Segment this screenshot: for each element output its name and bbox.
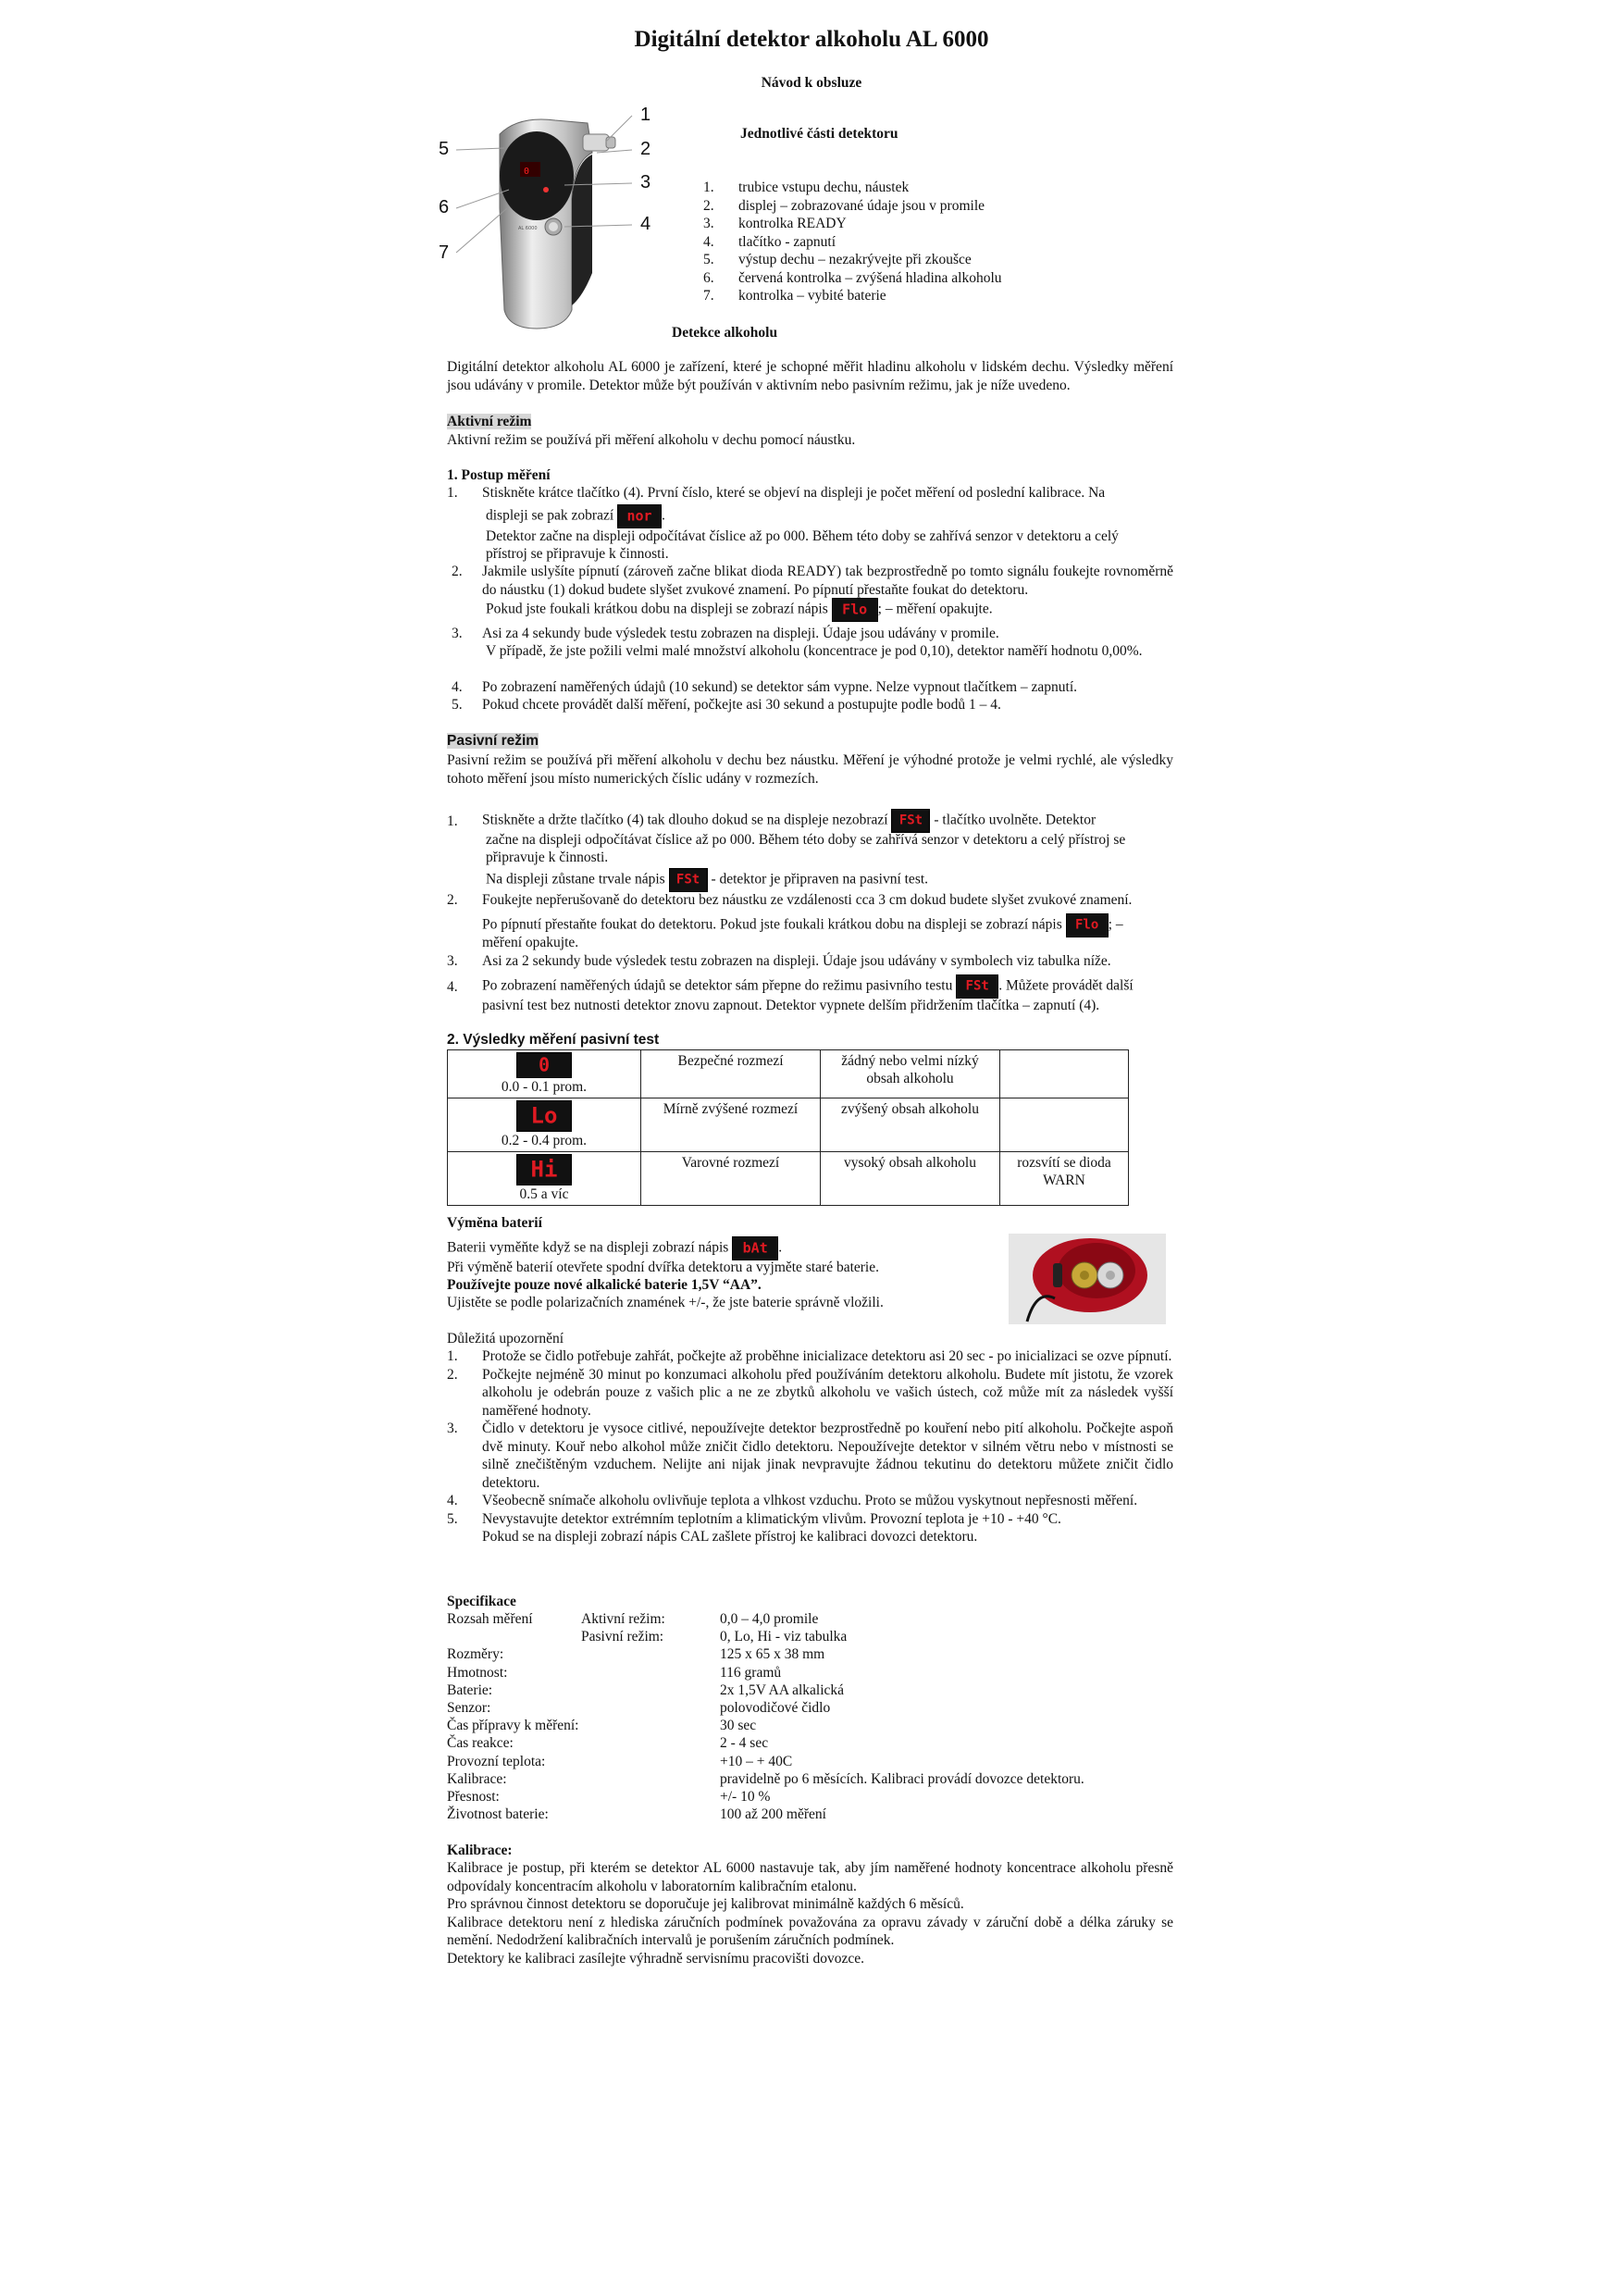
page-title: Digitální detektor alkoholu AL 6000: [634, 27, 989, 52]
callout-1: 1: [640, 105, 651, 125]
step-3-text: Asi za 4 sekundy bude výsledek testu zobrazen na displeji. Údaje jsou udávány v promile.: [482, 626, 999, 641]
display-zero-icon: 0: [516, 1052, 572, 1078]
list-item: 2. Počkejte nejméně 30 minut po konzumaci alkoholu před používáním detektoru alkoholu. Budete mít jistotu, že vzorek alkoholu je odebrán pouze z vašich plic a ne ze zbytků alkoholu ve vašich ústech, což může mít za následek vyšší naměřené hodnoty.: [447, 1366, 1173, 1419]
battery-photo: [1009, 1234, 1166, 1324]
display-lo-icon: Lo: [516, 1100, 572, 1132]
passive-step-4-text: Po zobrazení naměřených údajů se detektor sám přepne do režimu pasivního testu FSt . Můžete provádět další: [482, 974, 1134, 999]
spec-row: [447, 1664, 1173, 1682]
page-subtitle: Návod k obsluze: [761, 75, 862, 91]
step-4-text: Po zobrazení naměřených údajů (10 sekund) se detektor sám vypne. Nelze vypnout tlačítkem – zapnutí.: [482, 679, 1078, 695]
calibration-heading: Kalibrace:: [447, 1843, 513, 1858]
svg-text:0: 0: [524, 167, 530, 177]
spec-cell-a: Senzor:: [447, 1699, 491, 1716]
passive-step-1-c: začne na displeji odpočítávat číslice až po 000. Během této doby se zahřívá senzor v detektoru a celý přístroj se: [486, 832, 1126, 848]
spec-cell-c: 116 gramů: [720, 1664, 782, 1681]
step-2-text: Jakmile uslyšíte pípnutí (zároveň začne blikat dioda READY) tak bezprostředně po tomto signálu foukejte rovnoměrně do náustku (1) dokud budete slyšet zvukové znamení. Po pípnutí přestaňte foukat do detektoru.: [482, 564, 1173, 598]
calibration-paragraph: Kalibrace detektoru není z hlediska záručních podmínek považována za opravu závady v záruční době a délka záruky se nemění. Nedodržení kalibračních intervalů je porušením záručních podmínek.: [447, 1914, 1173, 1948]
spec-cell-c: polovodičové čidlo: [720, 1699, 831, 1716]
calibration-paragraph: Kalibrace je postup, při kterém se detektor AL 6000 nastavuje tak, aby jím naměřené hodnoty koncentrace alkoholu přesně odpovídaly koncentracím alkoholu v laboratorním kalibračním etalonu.: [447, 1860, 1173, 1894]
battery-line-3: Používejte pouze nové alkalické baterie 1,5V “AA”.: [447, 1277, 762, 1293]
warnings-extra: Pokud se na displeji zobrazí nápis CAL zašlete přístroj ke kalibraci dovozci detektoru.: [482, 1529, 978, 1545]
callout-3: 3: [640, 172, 651, 192]
callout-5: 5: [439, 139, 450, 159]
step-3-number: 3.: [452, 626, 463, 641]
list-item: 7. kontrolka – vybité baterie: [703, 288, 886, 304]
spec-cell-c: +10 – + 40C: [720, 1753, 793, 1769]
active-description: Aktivní režim se používá při měření alkoholu v dechu pomocí náustku.: [447, 432, 856, 448]
table-row: [448, 1098, 1129, 1152]
passive-step-3-text: Asi za 2 sekundy bude výsledek testu zobrazen na displeji. Údaje jsou udávány v symbolech viz tabulka níže.: [482, 953, 1111, 969]
display-fst-icon: FSt: [669, 868, 708, 892]
spec-cell-a: Čas reakce:: [447, 1735, 514, 1752]
spec-row: [447, 1682, 1173, 1699]
display-fst-icon: FSt: [956, 974, 998, 999]
table-cell-zone: Mírně zvýšené rozmezí: [641, 1098, 821, 1152]
spec-cell-c: 30 sec: [720, 1718, 757, 1734]
results-table: [447, 1049, 1129, 1206]
spec-cell-b: Aktivní režim:: [581, 1611, 665, 1627]
calibration-body: [447, 1859, 1173, 1967]
table-cell-zone: Varovné rozmezí: [641, 1152, 821, 1206]
passive-step-4-c: pasivní test bez nutnosti detektor znovu zapnout. Detektor vypnete delším přidržením tlačítka – zapnutí (4).: [482, 998, 1100, 1013]
passive-step-3-number: 3.: [447, 953, 458, 969]
warnings-list: [447, 1347, 1173, 1546]
spec-row: [447, 1610, 1173, 1628]
passive-step-1-text: Stiskněte a držte tlačítko (4) tak dlouho dokud se na displeje nezobrazí FSt - tlačítko uvolněte. Detektor: [482, 809, 1096, 833]
table-cell-note: rozsvítí se dioda WARN: [1000, 1152, 1129, 1206]
parts-list: [703, 179, 1002, 305]
passive-step-2-d: měření opakujte.: [482, 935, 579, 950]
table-cell-zone: Bezpečné rozmezí: [641, 1050, 821, 1098]
spec-row: [447, 1753, 1173, 1770]
step-2-display-line: Pokud jste foukali krátkou dobu na displeji se zobrazí nápis Flo ; – měření opakujte.: [486, 598, 993, 622]
list-item: 4. Všeobecně snímače alkoholu ovlivňuje teplota a vlhkost vzduchu. Proto se můžou vyskytnout nepřesnosti měření.: [447, 1493, 1138, 1508]
step-1-text: Stiskněte krátce tlačítko (4). První číslo, které se objeví na displeji je počet měření od poslední kalibrace. Na: [482, 485, 1106, 501]
spec-row: [447, 1628, 1173, 1645]
list-item: 6. červená kontrolka – zvýšená hladina alkoholu: [703, 269, 1002, 286]
passive-step-1-d: připravuje k činnosti.: [486, 850, 609, 865]
passive-step-1-number: 1.: [447, 813, 458, 829]
table-cell-note: [1000, 1050, 1129, 1098]
battery-line-1: Baterii vyměňte když se na displeji zobrazí nápis bAt .: [447, 1236, 782, 1260]
spec-cell-a: Rozsah měření: [447, 1611, 533, 1627]
spec-cell-c: 2x 1,5V AA alkalická: [720, 1682, 845, 1698]
breathalyzer-icon: [435, 97, 675, 342]
list-item: 1. Protože se čidlo potřebuje zahřát, počkejte až proběhne inicializace detektoru asi 20 sec - po inicializaci se ozve pípnutí.: [447, 1348, 1172, 1364]
list-item: 1. trubice vstupu dechu, náustek: [703, 180, 910, 195]
table-cell-display: 0 0.0 - 0.1 prom.: [448, 1050, 641, 1098]
detection-heading: Detekce alkoholu: [672, 325, 778, 341]
warnings-heading: Důležitá upozornění: [447, 1331, 564, 1347]
spec-row: [447, 1645, 1173, 1663]
step-5-text: Pokud chcete provádět další měření, počkejte asi 30 sekund a postupujte podle bodů 1 – 4.: [482, 697, 1001, 713]
list-item: 5. výstup dechu – nezakrývejte při zkoušce: [703, 252, 972, 267]
display-flo-icon: Flo: [832, 598, 878, 622]
spec-cell-b: Pasivní režim:: [581, 1629, 664, 1645]
spec-cell-c: 0,0 – 4,0 promile: [720, 1611, 819, 1627]
spec-cell-a: Přesnost:: [447, 1788, 500, 1805]
battery-line-2: Při výměně baterií otevřete spodní dvířka detektoru a vyjměte staré baterie.: [447, 1260, 879, 1275]
passive-step-4-number: 4.: [447, 979, 458, 995]
spec-row: [447, 1788, 1173, 1806]
spec-row: [447, 1717, 1173, 1734]
parts-heading: Jednotlivé části detektoru: [740, 126, 898, 142]
spec-cell-a: Životnost baterie:: [447, 1806, 549, 1823]
spec-row: [447, 1806, 1173, 1823]
intro-paragraph: Digitální detektor alkoholu AL 6000 je zařízení, které je schopné měřit hladinu alkoholu v lidském dechu. Výsledky měření jsou udávány v promile. Detektor může být používán v aktivním nebo pasivním režimu, jak je níže uvedeno.: [447, 359, 1173, 393]
callout-7: 7: [439, 242, 450, 263]
table-row: [448, 1050, 1129, 1098]
list-item: 5. Nevystavujte detektor extrémním teplotním a klimatickým vlivům. Provozní teplota je +10 - +40 °C.: [447, 1510, 1061, 1527]
step-5-number: 5.: [452, 697, 463, 713]
list-item: 3. kontrolka READY: [703, 216, 847, 231]
list-item: 2. displej – zobrazované údaje jsou v promile: [703, 197, 985, 214]
spec-cell-c: 0, Lo, Hi - viz tabulka: [720, 1629, 848, 1645]
display-nor-icon: nor: [617, 504, 662, 528]
spec-cell-c: 125 x 65 x 38 mm: [720, 1646, 825, 1663]
spec-cell-c: 100 až 200 měření: [720, 1806, 826, 1823]
battery-compartment-icon: [1009, 1234, 1166, 1324]
spec-cell-c: pravidelně po 6 měsících. Kalibraci provádí dovozce detektoru.: [720, 1770, 1084, 1787]
table-cell-content: vysoký obsah alkoholu: [821, 1152, 1000, 1206]
table-row: [448, 1152, 1129, 1206]
list-item: 4. tlačítko - zapnutí: [703, 233, 836, 250]
procedure-heading: 1. Postup měření: [447, 467, 551, 483]
passive-heading: Pasivní režim: [447, 733, 539, 749]
spec-cell-c: 2 - 4 sec: [720, 1735, 769, 1752]
step-4-number: 4.: [452, 679, 463, 695]
calibration-paragraph: Pro správnou činnost detektoru se doporučuje jej kalibrovat minimálně každých 6 měsíců.: [447, 1896, 964, 1912]
spec-cell-c: +/- 10 %: [720, 1788, 771, 1805]
passive-step-1-e: Na displeji zůstane trvale nápis FSt - detektor je připraven na pasivní test.: [486, 868, 928, 892]
list-item: 3. Čidlo v detektoru je vysoce citlivé, nepoužívejte detektor bezprostředně po kouření nebo pití alkoholu. Počkejte aspoň dvě minuty. Kouř nebo alkohol může zničit čidlo detektoru. Nepoužívejte detektor v silném větru nebo v místnosti se silně znečištěným vzduchem. Nelijte ani nijak jinak nevpravujte žádnou tekutinu do detektoru můžete zničit čidlo detektoru.: [447, 1421, 1173, 1491]
battery-line-4: Ujistěte se podle polarizačních znamének +/-, že jste baterie správně vložili.: [447, 1295, 884, 1310]
device-illustration: [435, 97, 675, 342]
passive-step-2-b: Po pípnutí přestaňte foukat do detektoru. Pokud jste foukali krátkou dobu na displeji se zobrazí nápis Flo ; –: [482, 913, 1123, 937]
display-flo-icon: Flo: [1066, 913, 1109, 937]
step-3-text-b: V případě, že jste požili velmi malé množství alkoholu (koncentrace je pod 0,10), detektor naměří hodnotu 0,00%.: [486, 643, 1143, 659]
spec-cell-a: Čas přípravy k měření:: [447, 1718, 579, 1734]
active-heading: Aktivní režim: [447, 414, 532, 429]
step-2-number: 2.: [452, 564, 463, 579]
battery-heading: Výměna baterií: [447, 1215, 542, 1231]
table-cell-display: Hi 0.5 a víc: [448, 1152, 641, 1206]
step-1-number: 1.: [447, 485, 458, 501]
passive-description: Pasivní režim se používá při měření alkoholu v dechu bez náustku. Měření je výhodné protože je velmi rychlé, ale výsledky tohoto měření jsou místo numerických číslic udány v rozmezích.: [447, 752, 1173, 787]
spec-cell-a: Provozní teplota:: [447, 1753, 546, 1769]
results-heading: 2. Výsledky měření pasivní test: [447, 1032, 660, 1048]
callout-2: 2: [640, 139, 651, 159]
table-cell-content: zvýšený obsah alkoholu: [821, 1098, 1000, 1152]
svg-text:AL 6000: AL 6000: [518, 226, 538, 231]
calibration-paragraph: Detektory ke kalibraci zasílejte výhradně servisnímu pracovišti dovozce.: [447, 1950, 865, 1967]
display-hi-icon: Hi: [516, 1154, 572, 1185]
specs-table: [447, 1610, 1173, 1823]
spec-cell-a: Baterie:: [447, 1682, 493, 1698]
spec-row: [447, 1770, 1173, 1788]
table-cell-content: žádný nebo velmi nízký obsah alkoholu: [821, 1050, 1000, 1098]
spec-row: [447, 1734, 1173, 1752]
callout-4: 4: [640, 214, 651, 234]
spec-cell-a: Kalibrace:: [447, 1770, 507, 1787]
spec-row: [447, 1699, 1173, 1717]
spec-cell-a: Rozměry:: [447, 1646, 504, 1663]
step-1-display-line: displeji se pak zobrazí nor .: [486, 504, 665, 528]
display-bat-icon: bAt: [732, 1236, 778, 1260]
step-1-text-c: Detektor začne na displeji odpočítávat číslice až po 000. Během této doby se zahřívá senzor v detektoru a celý: [486, 528, 1119, 544]
display-fst-icon: FSt: [891, 809, 930, 833]
specs-heading: Specifikace: [447, 1594, 516, 1609]
passive-step-2-number: 2.: [447, 892, 458, 908]
callout-6: 6: [439, 197, 450, 217]
step-1-text-d: přístroj se připravuje k činnosti.: [486, 546, 669, 562]
table-cell-display: Lo 0.2 - 0.4 prom.: [448, 1098, 641, 1152]
spec-cell-a: Hmotnost:: [447, 1664, 508, 1681]
passive-step-2-text: Foukejte nepřerušovaně do detektoru bez náustku ze vzdálenosti cca 3 cm dokud budete slyšet zvukové znamení.: [482, 892, 1133, 908]
table-cell-note: [1000, 1098, 1129, 1152]
